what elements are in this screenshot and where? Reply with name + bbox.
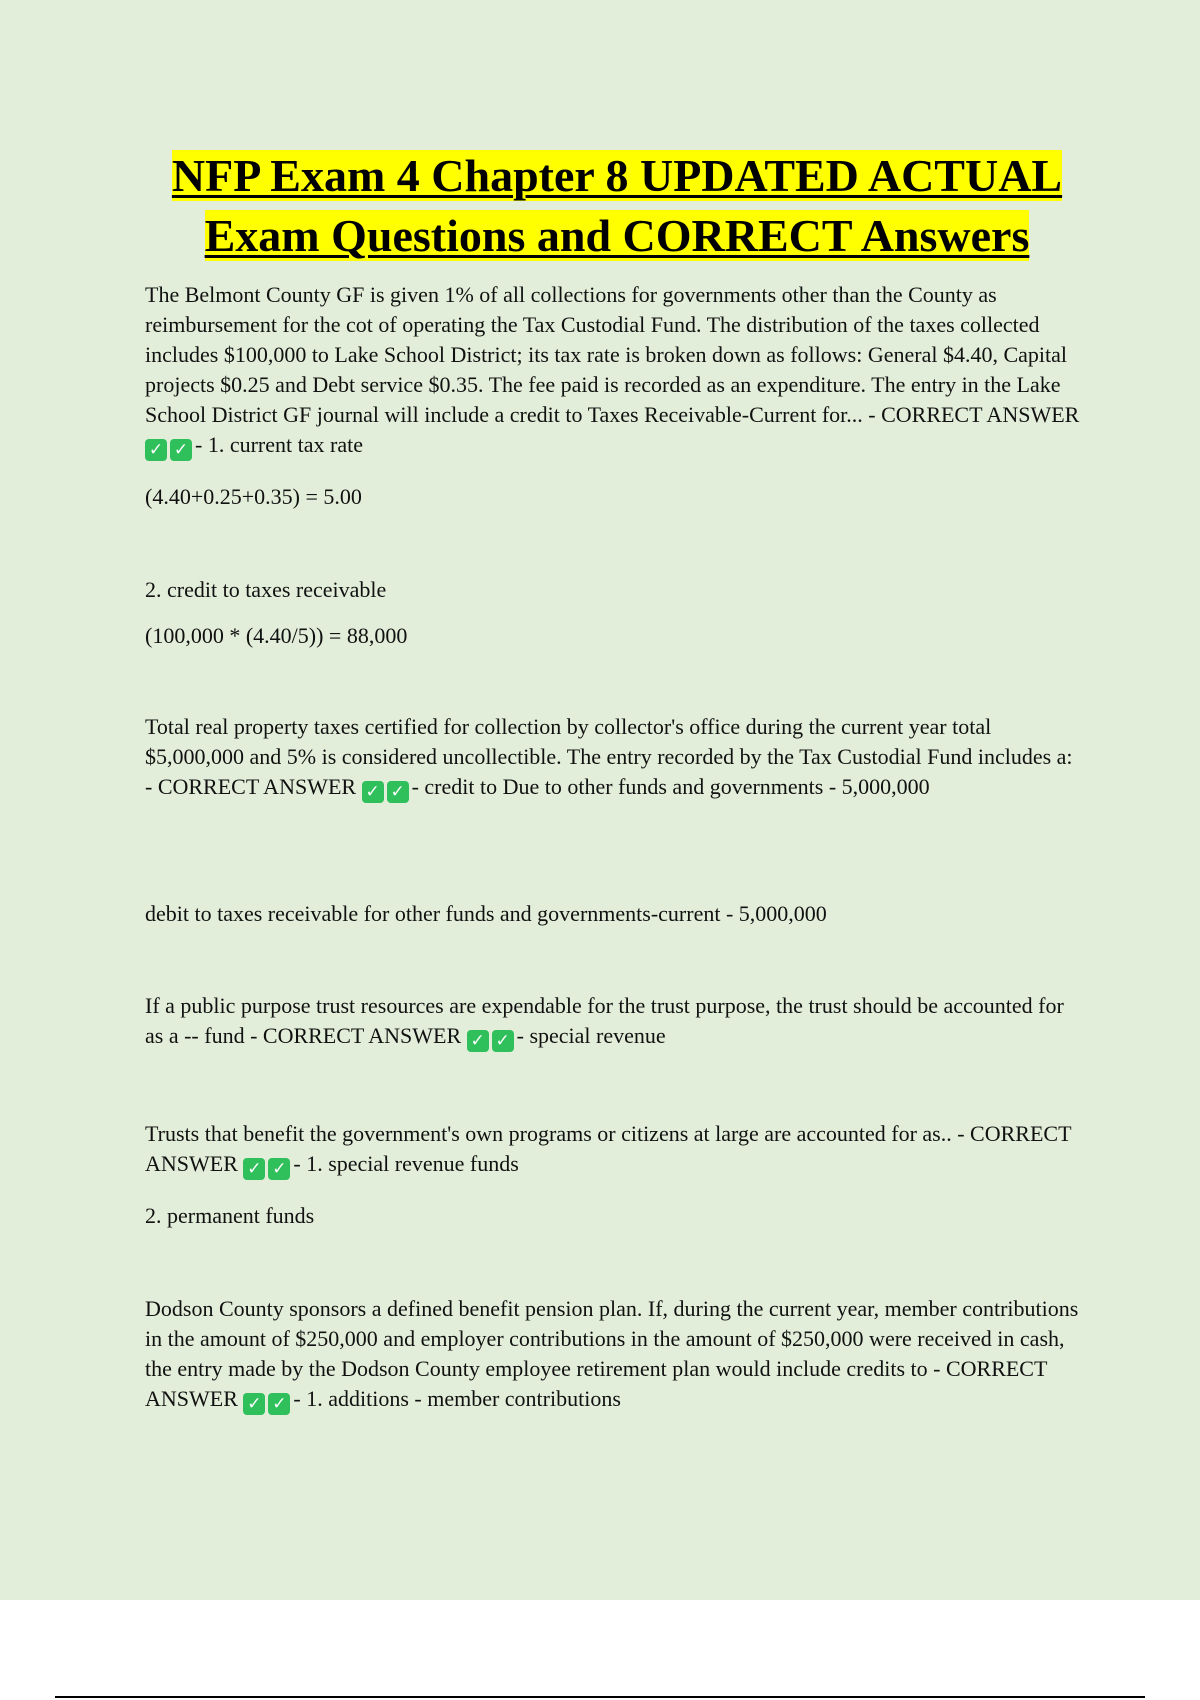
answer-1-line-3: 2. credit to taxes receivable [145,577,387,602]
qa-block-1 [145,280,1085,461]
qa-block-3 [145,991,1085,1052]
qa-block-2 [145,712,1085,803]
answer-4-line-2: 2. permanent funds [145,1203,315,1228]
answer-5: - 1. additions - member contributions [293,1386,621,1411]
check-mark-icon: ✓ [492,1030,514,1052]
answer-1: - 1. current tax rate [195,432,363,457]
check-mark-icon: ✓ [362,781,384,803]
qa-block-5 [145,1294,1085,1415]
check-mark-icon: ✓ [467,1030,489,1052]
document-title [0,146,1200,266]
question-5: Dodson County sponsors a defined benefit pension plan. If, during the current year, member contributions in the amount of $250,000 and employer contributions in the amount of $250,000 were received in cash, the entry made by the Dodson County employee retirement plan would include credits to - CORRECT ANSWER [145,1296,1079,1411]
question-4: Trusts that benefit the government's own programs or citizens at large are accounted for as.. - CORRECT ANSWER [145,1121,1072,1176]
answer-1-line-4: (100,000 * (4.40/5)) = 88,000 [145,623,408,648]
question-1: The Belmont County GF is given 1% of all collections for governments other than the County as reimbursement for the cot of operating the Tax Custodial Fund. The distribution of the taxes collected includes $100,000 to Lake School District; its tax rate is broken down as follows: General $4.40, Capital projects $0.25 and Debt service $0.35. The fee paid is recorded as an expenditure. The entry in the Lake School District GF journal will include a credit to Taxes Receivable-Current for... - CORRECT ANSWER [145,282,1080,427]
question-2: Total real property taxes certified for collection by collector's office during the current year total $5,000,000 and 5% is considered uncollectible. The entry recorded by the Tax Custodial Fund includes a: - CORRECT ANSWER [145,714,1073,799]
page-bottom-divider [55,1696,1145,1698]
question-3: If a public purpose trust resources are expendable for the trust purpose, the trust should be accounted for as a -- fund - CORRECT ANSWER [145,993,1064,1048]
check-mark-icon: ✓ [145,439,167,461]
check-mark-icon: ✓ [268,1393,290,1415]
title-line-1: NFP Exam 4 Chapter 8 UPDATED ACTUAL [171,150,1063,201]
answer-3: - special revenue [516,1023,666,1048]
check-mark-icon: ✓ [243,1158,265,1180]
answer-4: - 1. special revenue funds [293,1151,519,1176]
title-line-2: Exam Questions and CORRECT Answers [204,210,1030,261]
check-mark-icon: ✓ [268,1158,290,1180]
answer-2-line-2: debit to taxes receivable for other funds and governments-current - 5,000,000 [145,901,827,926]
check-mark-icon: ✓ [387,781,409,803]
check-mark-icon: ✓ [170,439,192,461]
check-mark-icon: ✓ [243,1393,265,1415]
answer-1-line-2: (4.40+0.25+0.35) = 5.00 [145,484,362,509]
qa-block-4 [145,1119,1085,1180]
answer-2: - credit to Due to other funds and governments - 5,000,000 [411,774,930,799]
